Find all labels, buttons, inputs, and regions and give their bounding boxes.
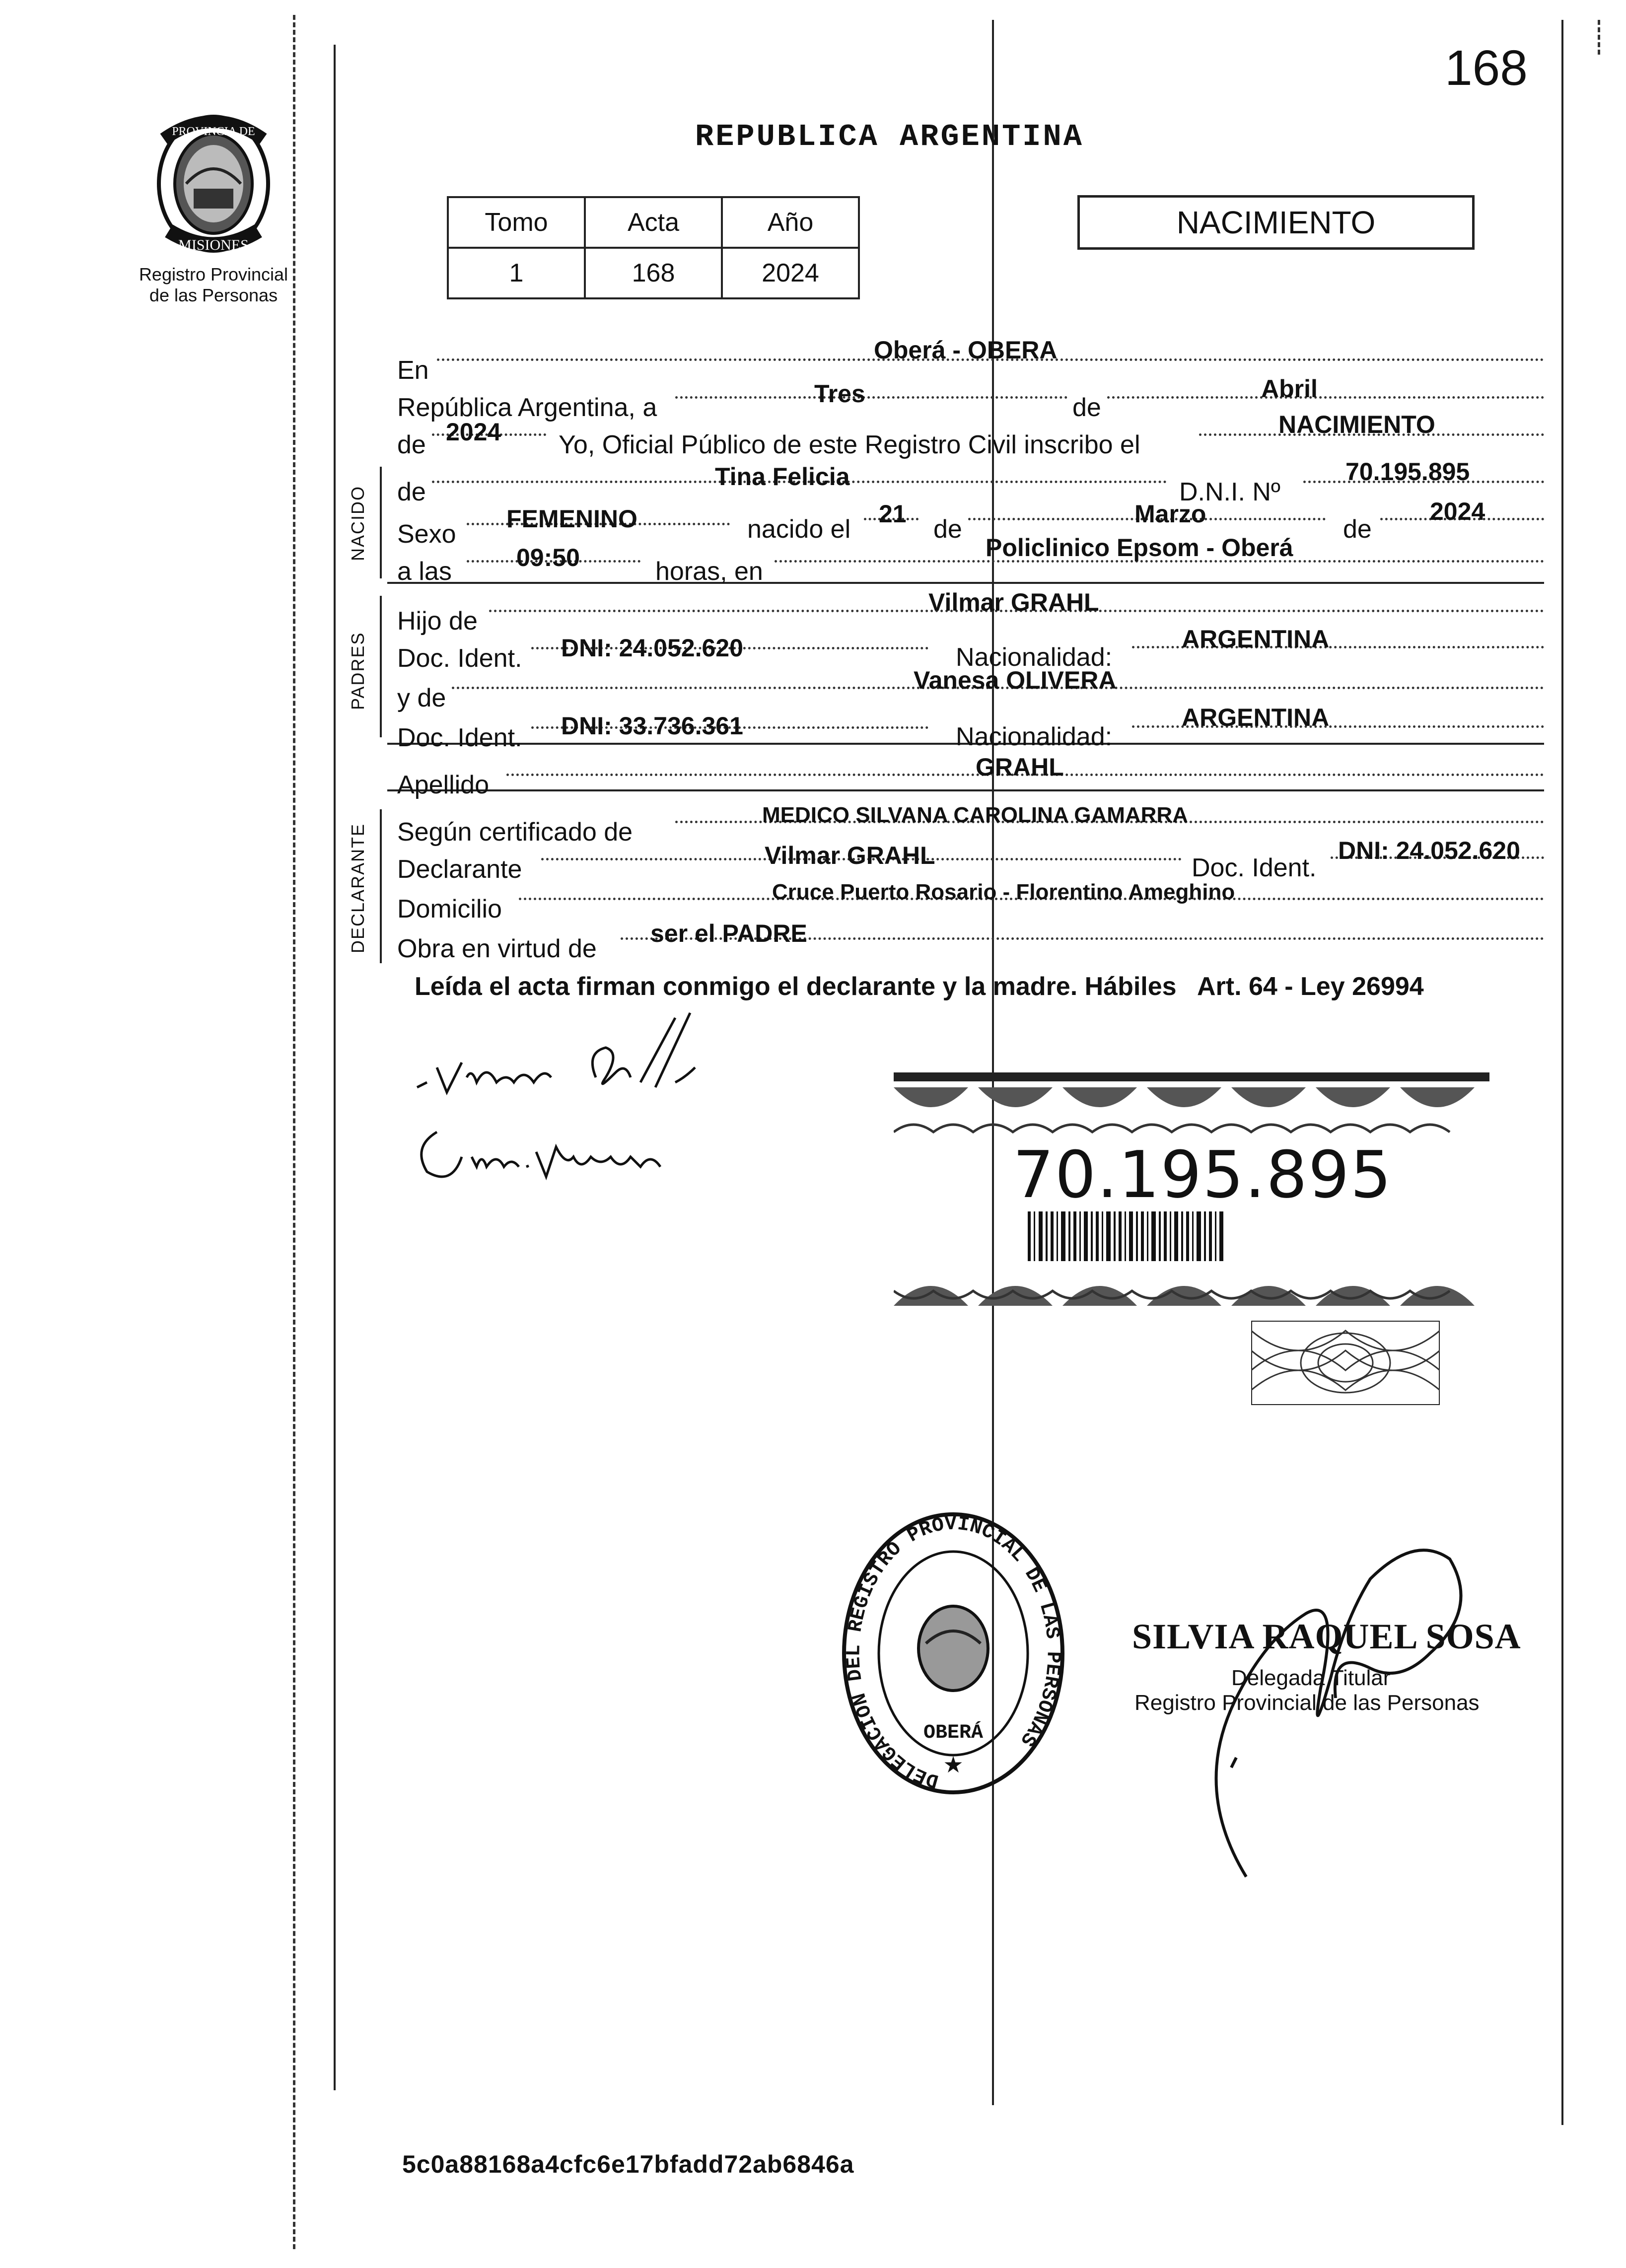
- value-madre-nac: ARGENTINA: [1182, 704, 1330, 731]
- section-padres: PADRES: [348, 632, 368, 710]
- label-de-dia: de: [933, 515, 962, 544]
- table-header-acta: Acta: [585, 197, 722, 248]
- label-sexo: Sexo: [397, 520, 456, 549]
- left-margin-dashes: [293, 15, 295, 2249]
- table-value-anio: 2024: [722, 248, 859, 298]
- table-header-tomo: Tomo: [448, 197, 585, 248]
- label-de-anio: de: [397, 430, 426, 459]
- nacido-bracket: [380, 467, 382, 578]
- svg-text:OBERÁ: OBERÁ: [923, 1722, 984, 1744]
- label-y-de: y de: [397, 684, 446, 712]
- label-doc-ident-padre: Doc. Ident.: [397, 644, 522, 673]
- label-nacido-el: nacido el: [747, 515, 851, 544]
- label-horas-en: horas, en: [655, 557, 763, 586]
- svg-text:★: ★: [943, 1752, 964, 1777]
- value-obra: ser el PADRE: [650, 920, 807, 947]
- value-dia-texto: Tres: [814, 380, 865, 408]
- label-a-las: a las: [397, 557, 452, 586]
- label-dni: D.N.I. Nº: [1179, 478, 1280, 506]
- svg-text:PROVINCIA DE: PROVINCIA DE: [172, 125, 255, 138]
- document-hash: 5c0a88168a4cfc6e17bfadd72ab6846a: [402, 2150, 854, 2178]
- value-hora: 09:50: [516, 544, 580, 571]
- right-margin-line: [1561, 20, 1563, 2125]
- registry-line-2: de las Personas: [149, 285, 278, 305]
- label-republica: República Argentina, a: [397, 393, 657, 422]
- label-nacionalidad-madre: Nacionalidad:: [956, 722, 1113, 751]
- value-lugar: Policlinico Epsom - Oberá: [986, 534, 1293, 562]
- label-obra: Obra en virtud de: [397, 934, 597, 963]
- label-oficial: Yo, Oficial Público de este Registro Civil inscribo el: [559, 430, 1140, 459]
- table-header-anio: Año: [722, 197, 859, 248]
- header-title: REPUBLICA ARGENTINA: [695, 119, 1084, 154]
- left-margin-line: [334, 45, 336, 2090]
- official-stamp: [839, 1509, 1067, 1807]
- declarante-bracket: [380, 809, 382, 963]
- label-declarante: Declarante: [397, 855, 522, 884]
- separator-1: [387, 582, 1544, 584]
- label-domicilio: Domicilio: [397, 895, 502, 923]
- value-nombre: Tina Felicia: [715, 463, 850, 491]
- value-domicilio: Cruce Puerto Rosario - Florentino Ameghino: [772, 880, 1235, 904]
- dots-dia: [675, 396, 1067, 399]
- id-sticker: [894, 1072, 1489, 1321]
- official-office: Registro Provincial de las Personas: [1134, 1691, 1480, 1715]
- value-apellido: GRAHL: [976, 753, 1064, 781]
- right-edge-marks: [1598, 20, 1600, 55]
- padres-bracket: [380, 596, 382, 737]
- record-table: [447, 196, 860, 299]
- label-de-nombre: de: [397, 478, 426, 506]
- value-localidad: Oberá - OBERA: [874, 336, 1058, 364]
- svg-text:DELEGACION DEL REGISTRO PROVIN: DELEGACION DEL REGISTRO PROVINCIAL DE LAS PERSONAS: [843, 1513, 1064, 1792]
- dots-mes: [1107, 396, 1544, 399]
- official-signature: [1182, 1489, 1480, 1887]
- value-padre: Vilmar GRAHL: [928, 588, 1099, 616]
- label-de-anio-nac: de: [1343, 515, 1372, 544]
- value-mes-texto: Abril: [1261, 375, 1318, 403]
- label-apellido: Apellido: [397, 771, 490, 799]
- label-doc-ident-madre: Doc. Ident.: [397, 723, 522, 752]
- value-anio: 2024: [446, 418, 501, 446]
- official-name: SILVIA RAQUEL SOSA: [1132, 1617, 1521, 1656]
- label-hijo-de: Hijo de: [397, 607, 478, 636]
- provincial-shield-logo: [139, 109, 288, 258]
- label-segun: Según certificado de: [397, 818, 633, 847]
- value-padre-nac: ARGENTINA: [1182, 625, 1330, 653]
- value-declarante-doc: DNI: 24.052.620: [1338, 837, 1520, 864]
- table-value-tomo: 1: [448, 248, 585, 298]
- page-number: 168: [1445, 40, 1528, 96]
- value-tipo: NACIMIENTO: [1278, 411, 1435, 438]
- registry-caption: [124, 264, 303, 306]
- label-doc-ident-declarante: Doc. Ident.: [1192, 853, 1317, 882]
- value-sexo: FEMENINO: [506, 505, 637, 533]
- section-declarante: DECLARANTE: [348, 823, 368, 953]
- record-type-box: NACIMIENTO: [1077, 195, 1475, 250]
- label-nacionalidad-padre: Nacionalidad:: [956, 643, 1113, 672]
- label-en: En: [397, 356, 429, 385]
- value-dni: 70.195.895: [1345, 458, 1470, 486]
- separator-3: [387, 789, 1544, 791]
- value-madre: Vanesa OLIVERA: [914, 666, 1117, 694]
- registry-line-1: Registro Provincial: [139, 264, 288, 284]
- value-certificado: MEDICO SILVANA CAROLINA GAMARRA: [762, 803, 1188, 827]
- svg-text:MISIONES: MISIONES: [178, 237, 249, 253]
- closing-text: Leída el acta firman conmigo el declarante y la madre. Hábiles Art. 64 - Ley 26994: [415, 972, 1424, 1001]
- sticker-number: 70.195.895: [1013, 1137, 1393, 1212]
- declarant-signature: [407, 1008, 755, 1206]
- label-de-mes: de: [1072, 393, 1101, 422]
- security-hologram: [1251, 1321, 1440, 1405]
- official-role: Delegada Titular: [1231, 1666, 1391, 1690]
- value-padre-doc: DNI: 24.052.620: [561, 634, 743, 662]
- value-mes-nac: Marzo: [1134, 500, 1206, 528]
- value-madre-doc: DNI: 33.736.361: [561, 712, 743, 740]
- section-nacido: NACIDO: [348, 485, 368, 561]
- table-value-acta: 168: [585, 248, 722, 298]
- value-anio-nac: 2024: [1430, 497, 1485, 525]
- value-dia-nac: 21: [879, 500, 907, 528]
- value-declarante: Vilmar GRAHL: [765, 842, 935, 869]
